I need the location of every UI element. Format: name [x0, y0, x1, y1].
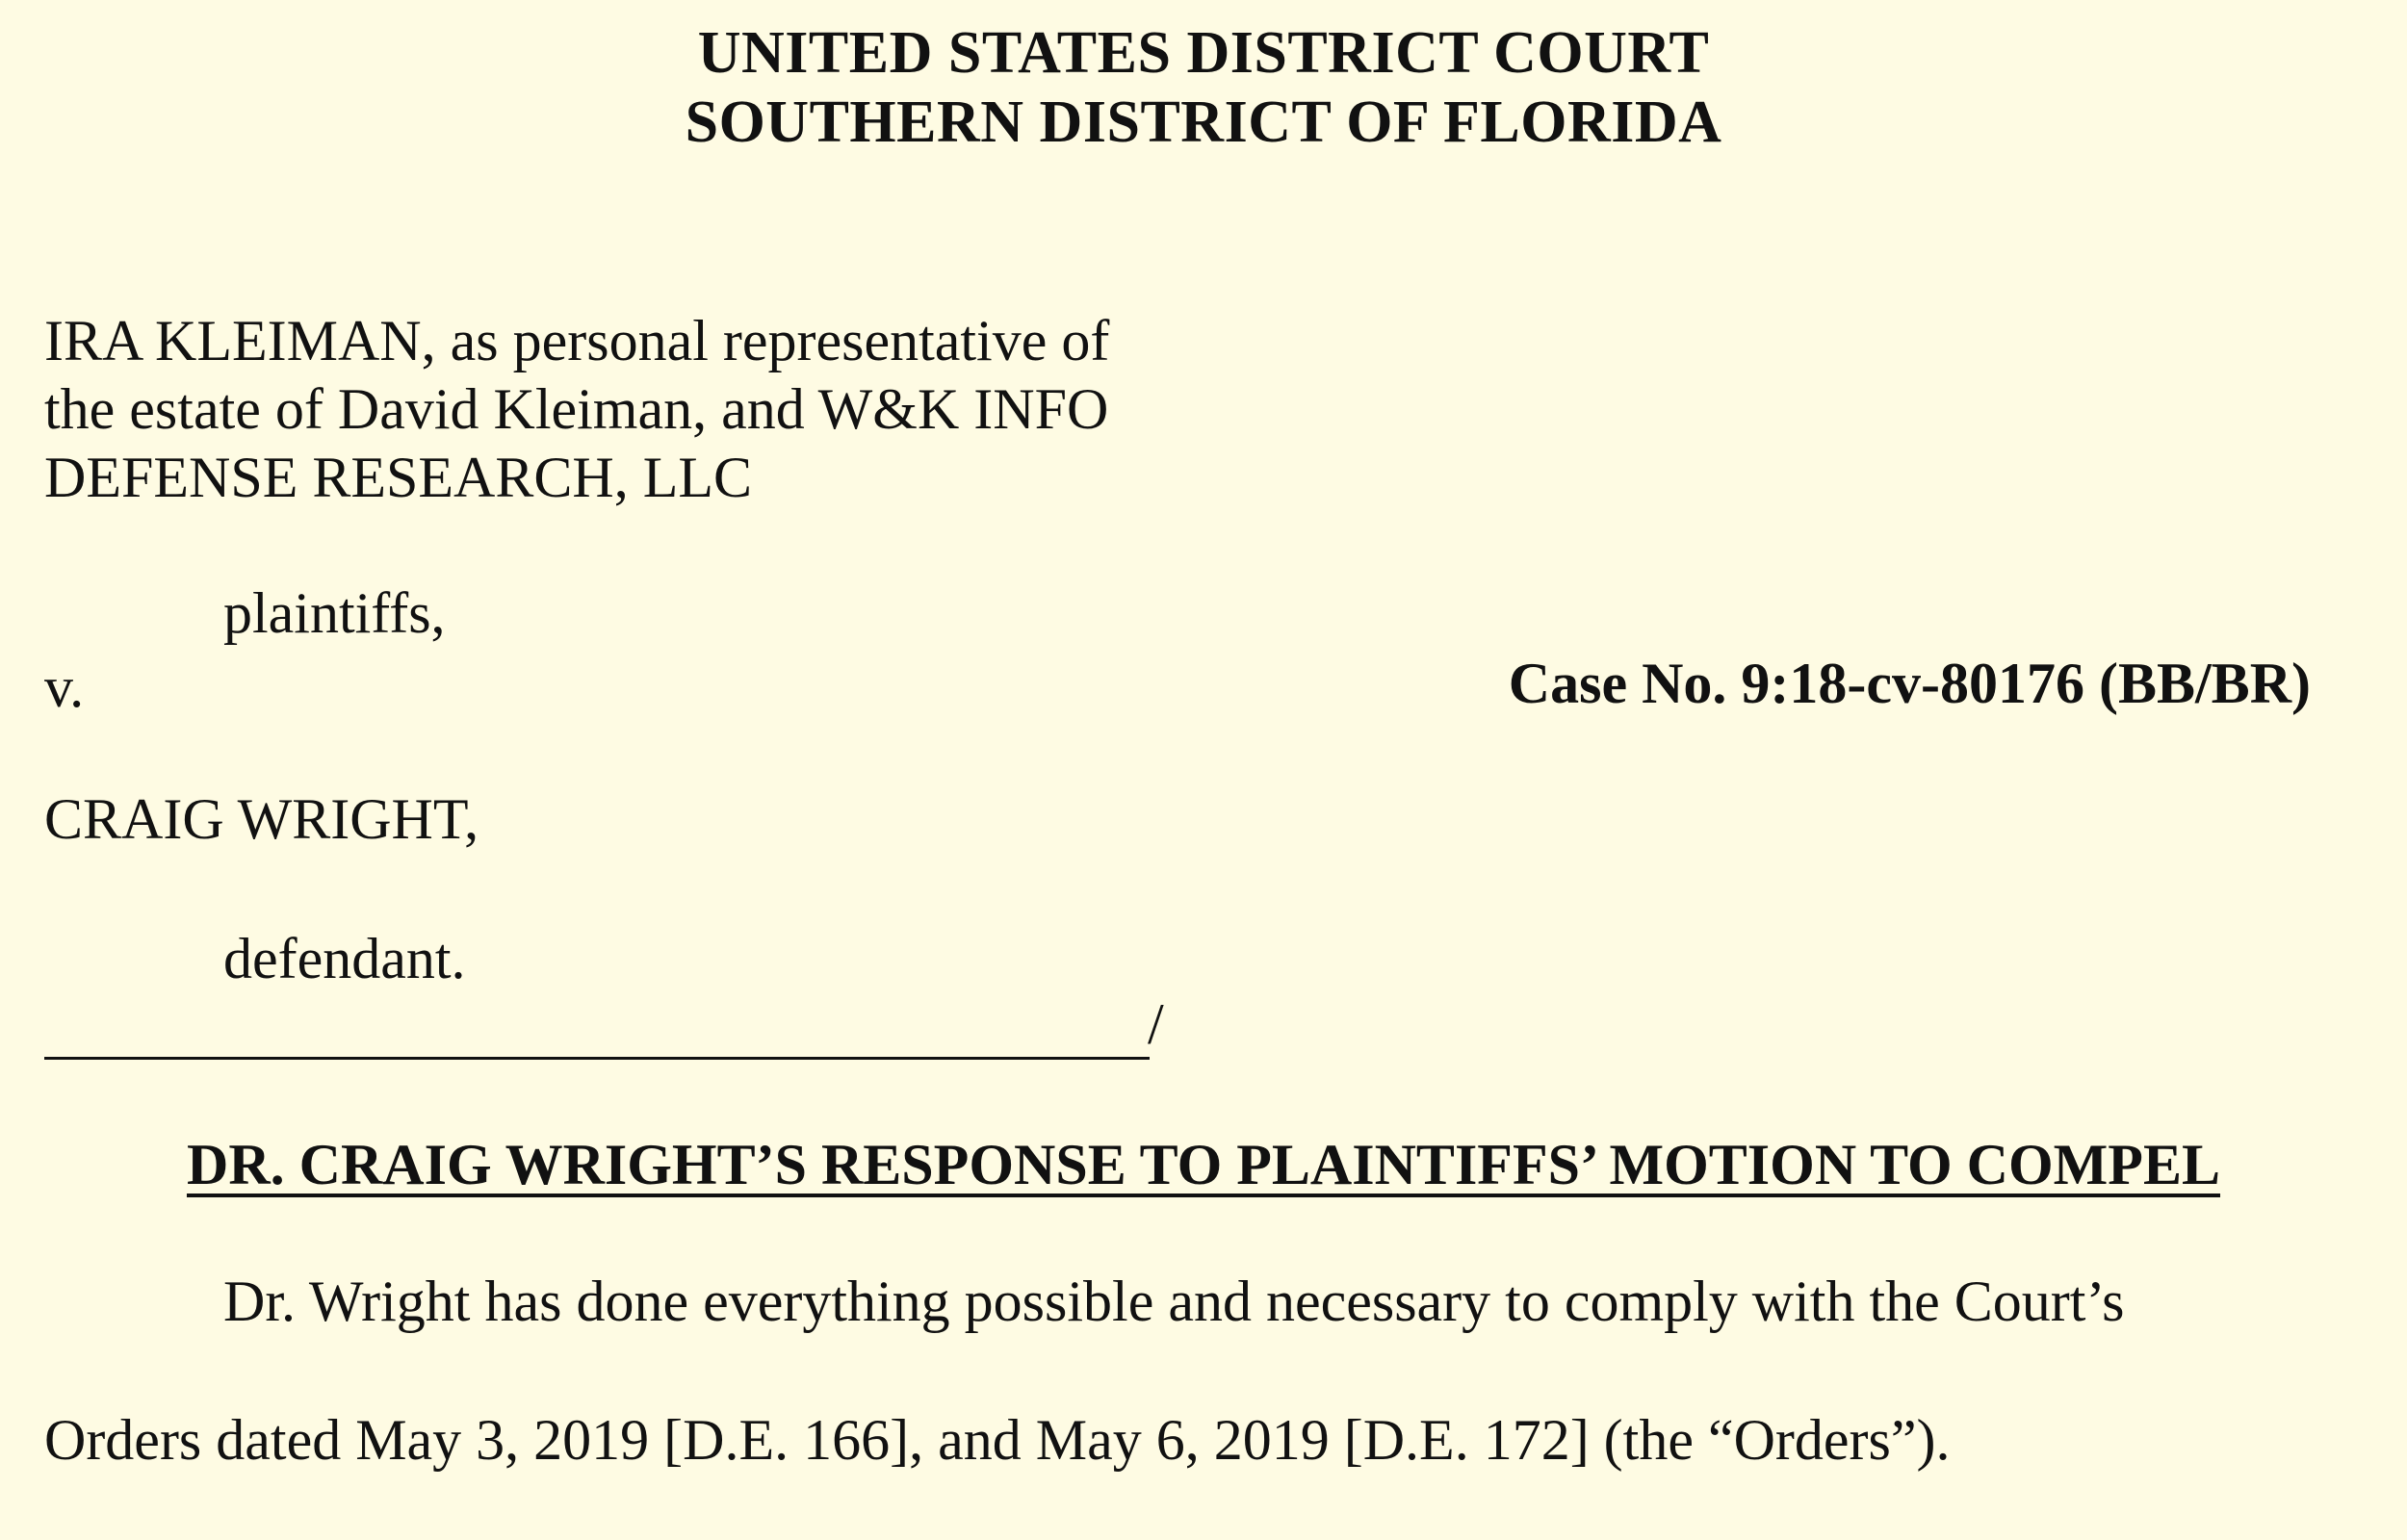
versus-label: v.	[44, 655, 85, 719]
plaintiff-role-label: plaintiffs,	[223, 581, 446, 645]
document-title	[0, 1133, 2407, 1196]
court-name: UNITED STATES DISTRICT COURT	[697, 20, 1710, 86]
plaintiff-line: the estate of David Kleiman, and W&K INFO	[44, 377, 1109, 441]
body-paragraph-line: Orders dated May 3, 2019 [D.E. 166], and May 6, 2019 [D.E. 172] (the “Orders”).	[44, 1408, 1951, 1472]
body-paragraph-line: Dr. Wright has done everything possible and necessary to comply with the Court’s	[223, 1270, 2125, 1333]
caption-divider	[44, 1057, 1150, 1060]
caption-slash: /	[1148, 992, 1164, 1056]
defendant-role-label: defendant.	[223, 927, 466, 990]
plaintiff-line: IRA KLEIMAN, as personal representative of	[44, 309, 1110, 372]
plaintiff-party-block	[44, 307, 1296, 512]
defendant-name: CRAIG WRIGHT,	[44, 787, 479, 851]
plaintiff-line: DEFENSE RESEARCH, LLC	[44, 446, 753, 509]
court-district: SOUTHERN DISTRICT OF FLORIDA	[685, 90, 1722, 155]
document-title-text: DR. CRAIG WRIGHT’S RESPONSE TO PLAINTIFFS’ MOTION TO COMPEL	[186, 1133, 2220, 1196]
case-number: Case No. 9:18-cv-80176 (BB/BR)	[1508, 652, 2311, 715]
